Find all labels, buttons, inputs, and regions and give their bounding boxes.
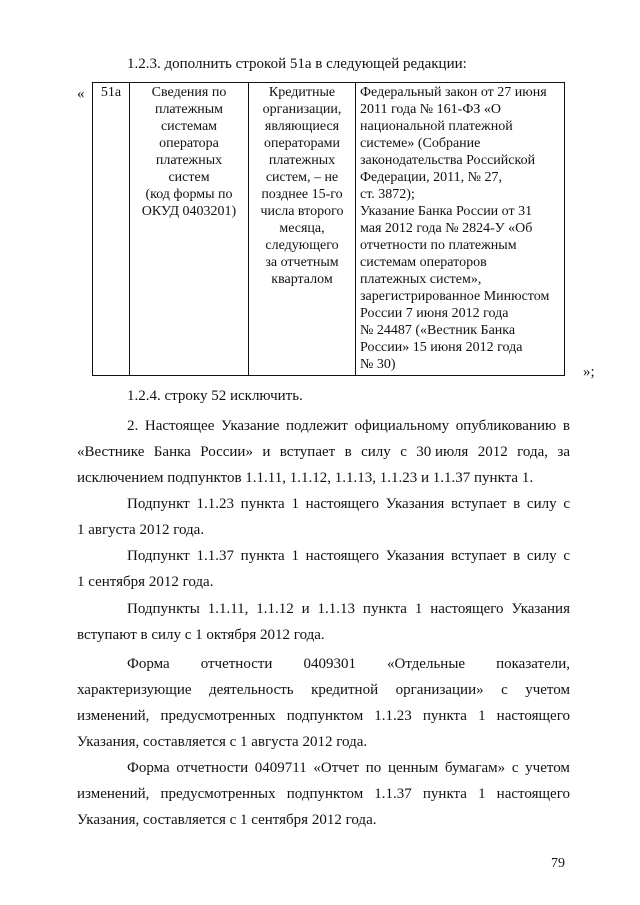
word: учетом <box>525 760 570 776</box>
word: 1 <box>291 548 299 564</box>
word: и <box>301 601 310 617</box>
word: России» <box>200 444 253 460</box>
word: учетом <box>525 682 570 698</box>
cell-line: России» 15 июня 2012 года <box>360 340 523 355</box>
cell-line: платежных <box>155 153 223 168</box>
word: с <box>563 496 570 512</box>
word: 1 <box>478 786 486 802</box>
cell-line: платежных <box>268 153 336 168</box>
paragraph-2-line-1 <box>127 418 570 435</box>
word: года, <box>517 444 548 460</box>
cell-line: Кредитные <box>268 85 336 100</box>
word: с <box>400 444 407 460</box>
paragraph-4-line-2: 1 сентября 2012 года. <box>77 574 214 590</box>
table-row <box>93 83 565 376</box>
word: предусмотренных <box>160 708 276 724</box>
word: силу <box>361 444 391 460</box>
paragraph-7-line-1 <box>127 760 570 777</box>
cell-line: законодательства Российской <box>360 153 536 168</box>
word: по <box>365 760 382 776</box>
cell-line: № 30) <box>360 357 396 372</box>
cell-line: Указание Банка России от 31 <box>360 204 533 219</box>
word: настоящего <box>430 601 504 617</box>
word: кредитной <box>311 682 379 698</box>
closing-quote: »; <box>583 364 595 380</box>
paragraph-2-line-3: исключением подпунктов 1.1.11, 1.1.12, 1.1.13, 1.1.23 и 1.1.37 пункта 1. <box>77 470 534 486</box>
inserted-row-table <box>92 82 565 376</box>
paragraph-6-line-4: Указания, составляется с 1 августа 2012 года. <box>77 734 368 750</box>
word: настоящего <box>305 548 379 564</box>
word: в <box>562 418 570 434</box>
row-code: 51а <box>100 85 122 100</box>
cell-line: мая 2012 года № 2824-У «Об <box>360 221 533 236</box>
word: «Отчет <box>313 760 360 776</box>
word: 2. <box>127 418 139 434</box>
paragraph-4-line-1 <box>127 548 570 565</box>
word: силу <box>526 496 557 512</box>
word: вступает <box>450 496 507 512</box>
word: подпунктом <box>286 708 364 724</box>
cell-line: Федерации, 2011, № 27, <box>360 170 502 185</box>
word: отчетности <box>200 656 273 672</box>
clause-1-2-4: 1.2.4. строку 52 исключить. <box>127 388 303 404</box>
word: пункта <box>422 786 467 802</box>
cell-line: отчетности по платежным <box>360 238 517 253</box>
word: силу <box>526 548 557 564</box>
cell-line: платежных систем», <box>360 272 482 287</box>
word: Банка <box>153 444 191 460</box>
clause-1-2-3: 1.2.3. дополнить строкой 51а в следующей редакции: <box>127 56 467 72</box>
paragraph-3-line-2: 1 августа 2012 года. <box>77 522 205 538</box>
cell-line: зарегистрированное Минюстом <box>360 289 550 304</box>
cell-line: (код формы по <box>145 187 233 202</box>
word: характеризующие <box>77 682 192 698</box>
word: «Отдельные <box>386 656 466 672</box>
word: 1 <box>414 601 423 617</box>
paragraph-6-line-3 <box>77 708 570 725</box>
word: «Вестнике <box>77 444 145 460</box>
word: Указания <box>511 601 570 617</box>
word: подлежит <box>286 418 348 434</box>
cell-line: числа второго <box>260 204 344 219</box>
word: пункта <box>240 548 285 564</box>
cell-line: организации, <box>262 102 342 117</box>
word: Указания <box>385 496 445 512</box>
word: вступает <box>279 444 336 460</box>
paragraph-7-line-2 <box>77 786 570 803</box>
cell-line: национальной платежной <box>360 119 513 134</box>
word: пункта <box>362 601 407 617</box>
cell-line: следующего <box>265 238 339 253</box>
word: в <box>513 548 521 564</box>
cell-line: платежным <box>154 102 224 117</box>
cell-line: Сведения по <box>151 85 227 100</box>
word: 1 <box>291 496 299 512</box>
word: Подпункт <box>127 496 190 512</box>
legal-basis-lines <box>360 84 560 373</box>
word: с <box>501 682 508 698</box>
word: деятельность <box>208 682 294 698</box>
word: за <box>557 444 570 460</box>
word: 0409301 <box>303 656 356 672</box>
word: настоящего <box>496 786 570 802</box>
word: 1.1.13 <box>317 601 356 617</box>
cell-line: кварталом <box>271 272 333 287</box>
word: 1.1.23 <box>374 708 412 724</box>
report-name-lines <box>134 84 244 220</box>
word: официальному <box>354 418 450 434</box>
word: показатели, <box>496 656 570 672</box>
word: в <box>513 496 521 512</box>
word: 1.1.12 <box>256 601 294 617</box>
word: изменений, <box>77 786 150 802</box>
cell-line: ст. 3872); <box>360 187 415 202</box>
word: Указания <box>385 548 445 564</box>
word: Указание <box>221 418 280 434</box>
word: подпунктом <box>286 786 364 802</box>
word: пункта <box>240 496 285 512</box>
word: 1.1.11, <box>207 601 249 617</box>
submitter-lines <box>253 84 351 288</box>
paragraph-7-line-3: Указания, составляется с 1 сентября 2012 года. <box>77 812 377 828</box>
word: 1.1.37 <box>196 548 234 564</box>
cell-line: являющиеся <box>264 119 340 134</box>
word: 1.1.37 <box>374 786 412 802</box>
word: 0409711 <box>254 760 307 776</box>
legal-basis-cell <box>356 83 565 376</box>
report-name-cell <box>130 83 249 376</box>
word: и <box>262 444 271 460</box>
word: пункта <box>422 708 467 724</box>
word: ценным <box>387 760 439 776</box>
submitter-cell <box>249 83 356 376</box>
cell-line: систем <box>168 170 210 185</box>
cell-line: оператора <box>159 136 219 151</box>
word: изменений, <box>77 708 150 724</box>
word: с <box>511 760 519 776</box>
cell-line: системе» (Собрание <box>360 136 481 151</box>
word: бумагам» <box>444 760 506 776</box>
paragraph-3-line-1 <box>127 496 570 513</box>
cell-line: операторами <box>263 136 341 151</box>
word: настоящего <box>496 708 570 724</box>
opening-quote: « <box>77 86 85 102</box>
cell-line: системам операторов <box>360 255 487 270</box>
word: вступает <box>450 548 507 564</box>
cell-line: системам <box>160 119 218 134</box>
row-code-cell <box>93 83 130 376</box>
word: организации» <box>395 682 484 698</box>
word: отчетности <box>176 760 249 776</box>
cell-line: № 24487 («Вестник Банка <box>360 323 516 338</box>
page-number: 79 <box>551 856 565 871</box>
paragraph-6-line-1 <box>127 656 570 673</box>
word: с <box>563 548 570 564</box>
word: предусмотренных <box>160 786 276 802</box>
cell-line: ОКУД 0403201) <box>141 204 237 219</box>
paragraph-5-line-1 <box>127 601 570 618</box>
cell-line: месяца, <box>279 221 325 236</box>
word: 1.1.23 <box>196 496 234 512</box>
word: опубликованию <box>455 418 557 434</box>
word: Подпункты <box>127 601 200 617</box>
word: Форма <box>127 656 170 672</box>
paragraph-2-line-2 <box>77 444 570 461</box>
cell-line: систем, – не <box>265 170 339 185</box>
word: 2012 <box>477 444 508 460</box>
paragraph-6-line-2 <box>77 682 570 699</box>
word: Подпункт <box>127 548 190 564</box>
word: 30 июля <box>416 444 469 460</box>
cell-line: России 7 июня 2012 года <box>360 306 509 321</box>
cell-line: позднее 15-го <box>261 187 343 202</box>
paragraph-5-line-2: вступают в силу с 1 октября 2012 года. <box>77 627 325 643</box>
word: 1 <box>478 708 486 724</box>
word: Настоящее <box>144 418 215 434</box>
cell-line: 2011 года № 161-ФЗ «О <box>360 102 502 117</box>
word: в <box>344 444 352 460</box>
cell-line: за отчетным <box>265 255 339 270</box>
word: Форма <box>127 760 170 776</box>
word: настоящего <box>305 496 379 512</box>
cell-line: Федеральный закон от 27 июня <box>360 85 547 100</box>
